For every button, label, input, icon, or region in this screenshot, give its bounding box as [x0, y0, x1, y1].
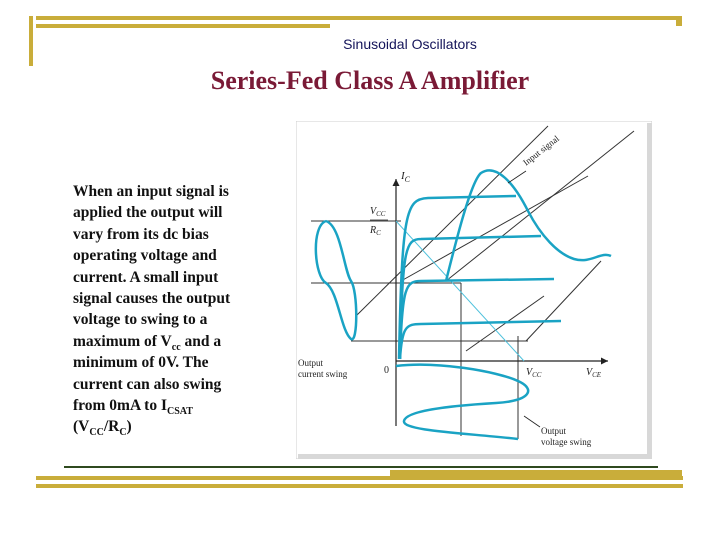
output-voltage-label-line1: Output [541, 426, 567, 436]
body-text-segment: When an input signal is [73, 183, 229, 200]
characteristic-curves-diagram [296, 121, 652, 459]
input-signal-label: Input signal [521, 133, 561, 168]
body-text-line [73, 416, 273, 437]
body-text-subscript: C [119, 427, 127, 439]
output-current-label-line1: Output [298, 358, 324, 368]
figure-shadow-bottom [298, 454, 652, 459]
body-text-line [73, 224, 273, 245]
body-text-line [73, 395, 273, 416]
slide-title: Series-Fed Class A Amplifier [210, 66, 530, 95]
vce-axis-label: $V_{CE}$ [586, 367, 602, 379]
ic-axis-label: $I_C$ [401, 170, 411, 184]
body-text-subscript: cc [171, 341, 181, 353]
body-text-line [73, 331, 273, 352]
body-text-segment: voltage to swing to a [73, 311, 208, 329]
body-text-segment: from 0mA to I [73, 397, 167, 415]
frame-top-bar [36, 16, 682, 20]
origin-label: 0 [384, 365, 389, 376]
body-text-line [73, 352, 273, 373]
body-text-segment: (V [73, 418, 90, 436]
body-text-line [73, 267, 273, 288]
body-text-segment: minimum of 0V. The [73, 354, 209, 372]
body-text-segment: maximum of V [73, 332, 172, 350]
vcc-over-rc-denominator: $R_C$ [370, 225, 381, 237]
frame-top-bar-inner [36, 24, 330, 28]
body-text-segment: current can also swing [73, 375, 222, 393]
output-voltage-label-line2: voltage swing [541, 437, 592, 447]
body-text-segment: vary from its dc bias [73, 225, 209, 243]
body-text-line [73, 288, 273, 309]
body-text-segment: ) [126, 418, 132, 436]
vcc-axis-label: $V_{CC}$ [526, 367, 542, 379]
output-current-label-line2: current swing [298, 369, 348, 379]
body-text-segment: signal causes the output [73, 290, 231, 308]
frame-top-right-tab [676, 20, 682, 26]
figure-background [296, 121, 652, 459]
body-text-subscript: CC [89, 427, 104, 439]
body-text-segment: and a [180, 332, 222, 350]
body-text-line [73, 374, 273, 395]
frame-bottom-bar-lower [36, 484, 683, 488]
figure-shadow-right [647, 123, 652, 459]
body-text-segment: current. A small input [73, 268, 219, 286]
body-text-segment: operating voltage and [73, 247, 217, 265]
frame-bottom-rule [64, 466, 658, 468]
frame-bottom-tab [390, 470, 682, 476]
vcc-over-rc-numerator: $V_{CC}$ [370, 206, 386, 218]
body-text-segment: applied the output will [73, 204, 223, 222]
frame-bottom-bar [36, 476, 683, 480]
slide-header: Sinusoidal Oscillators [343, 36, 477, 52]
body-text-line [73, 245, 273, 266]
body-text-segment: /R [103, 418, 120, 436]
body-text-line [73, 309, 273, 330]
frame-left-bar [29, 16, 33, 66]
body-text-line [73, 202, 273, 223]
body-text-line [73, 181, 273, 202]
amplifier-figure [296, 121, 652, 459]
body-text [73, 181, 273, 438]
body-text-subscript: CSAT [167, 406, 193, 418]
